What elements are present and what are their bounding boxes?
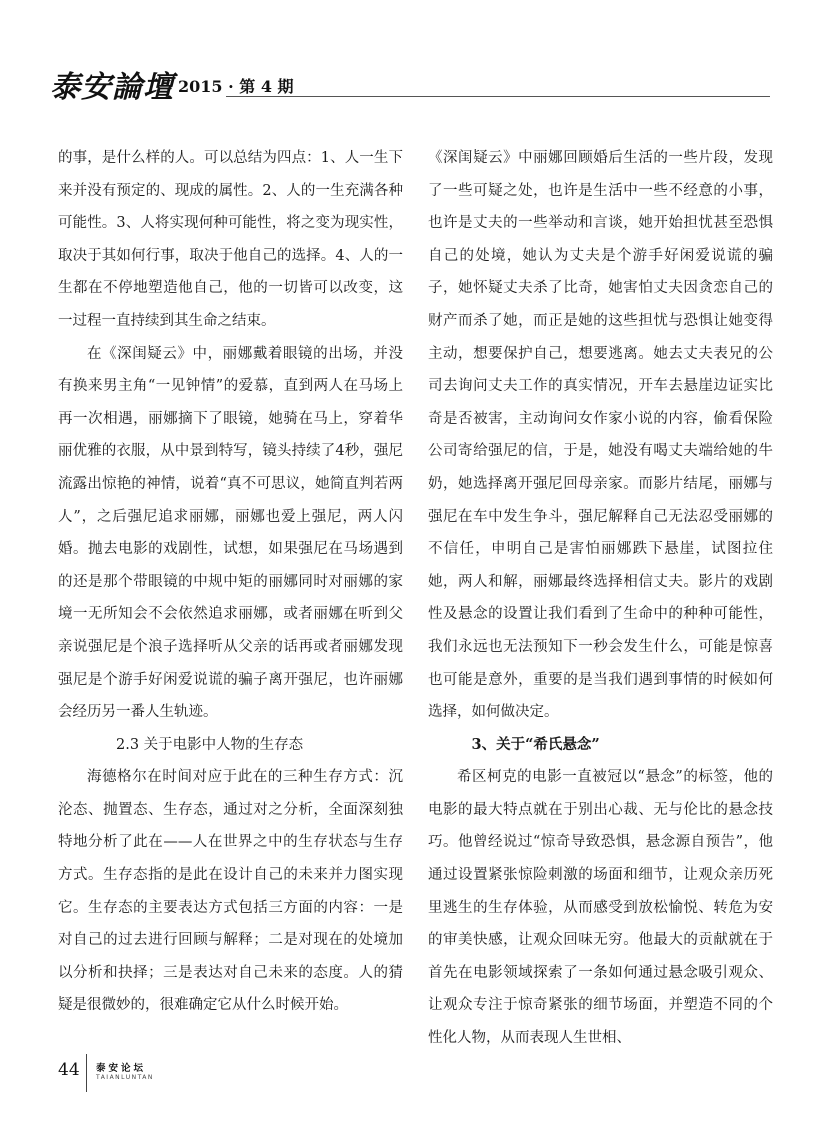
page-number: 44 <box>58 1060 80 1080</box>
footer-divider <box>86 1054 87 1092</box>
journal-logo: 泰安論壇 <box>50 70 174 105</box>
footer-journal-pinyin: TAIANLUNTAN <box>96 1074 154 1081</box>
paragraph: 《深闺疑云》中丽娜回顾婚后生活的一些片段，发现了一些可疑之处，也许是生活中一些不经意的小事，也许是丈夫的一些举动和言谈，她开始担忧甚至恐惧自己的处境，她认为丈夫是个游手好闲爱说谎的骗子，她怀疑丈夫杀了比奇，她害怕丈夫因贪恋自己的财产而杀了她，而正是她的这些担忧与恐惧让她变得主动，想要保护自己，想要逃离。她去丈夫表兄的公司去询问丈夫工作的真实情况，开车去悬崖边证实比奇是否被害，主动询问女作家小说的内容，偷看保险公司寄给强尼的信，于是，她没有喝丈夫端给她的牛奶，她选择离开强尼回母亲家。而影片结尾，丽娜与强尼在车中发生争斗，强尼解释自己无法忍受丽娜的不信任，申明自己是害怕丽娜跌下悬崖，试图拉住她，两人和解，丽娜最终选择相信丈夫。影片的戏剧性及悬念的设置让我们看到了生命中的种种可能性，我们永远也无法预知下一秒会发生什么，可能是惊喜也可能是意外，重要的是当我们遇到事情的时候如何选择，如何做决定。 <box>428 150 773 721</box>
header-divider <box>226 96 770 97</box>
footer-journal-name: 泰安论坛 <box>96 1063 147 1074</box>
paragraph: 海德格尔在时间对应于此在的三种生存方式：沉沦态、抛置态、生存态，通过对之分析，全面深刻独特地分析了此在——人在世界之中的生存状态与生存方式。生存态指的是此在设计自己的未来并力图实现它。生存态的主要表达方式包括三方面的内容：一是对自己的过去进行回顾与解释；二是对现在的处境加以分析和抉择；三是表达对自己未来的态度。人的猜疑是很微妙的，很难确定它从什么时候开始。 <box>58 769 403 1014</box>
right-column <box>428 142 773 1055</box>
page-footer <box>58 1054 358 1094</box>
section-heading: 3、关于“希氏悬念” <box>471 735 600 753</box>
section-heading: 2.3 关于电影中人物的生存态 <box>116 736 304 753</box>
left-column <box>58 142 403 1022</box>
paragraph: 在《深闺疑云》中，丽娜戴着眼镜的出场，并没有换来男主角“一见钟情”的爱慕，直到两人在马场上再一次相遇，丽娜摘下了眼镜，她骑在马上，穿着华丽优雅的衣服，从中景到特写，镜头持续了4秒，强尼流露出惊艳的神情，说着“真不可思议，她简直判若两人”，之后强尼追求丽娜，丽娜也爱上强尼，两人闪婚。抛去电影的戏剧性，试想，如果强尼在马场遇到的还是那个带眼镜的中规中矩的丽娜同时对丽娜的家境一无所知会不会依然追求丽娜，或者丽娜在听到父亲说强尼是个浪子选择听从父亲的话再或者丽娜发现强尼是个游手好闲爱说谎的骗子离开强尼，也许丽娜会经历另一番人生轨迹。 <box>58 345 403 721</box>
paragraph: 的事，是什么样的人。可以总结为四点：1、人一生下来并没有预定的、现成的属性。2、人的一生充满各种可能性。3、人将实现何种可能性，将之变为现实性，取决于其如何行事，取决于他自己的选择。4、人的一生都在不停地塑造他自己，他的一切皆可以改变，这一过程一直持续到其生命之结束。 <box>58 150 403 329</box>
paragraph: 希区柯克的电影一直被冠以“悬念”的标签，他的电影的最大特点就在于别出心裁、无与伦比的悬念技巧。他曾经说过“惊奇导致恐惧，悬念源自预告”，他通过设置紧张惊险刺激的场面和细节，让观众亲历死里逃生的生存体验，从而感受到放松愉悦、转危为安的审美快感，让观众回味无穷。他最大的贡献就在于首先在电影领域探索了一条如何通过悬念吸引观众、让观众专注于惊奇紧张的细节场面，并塑造不同的个性化人物，从而表现人生世相、 <box>428 769 773 1047</box>
issue-label: 2015 · 第 4 期 <box>178 77 294 96</box>
